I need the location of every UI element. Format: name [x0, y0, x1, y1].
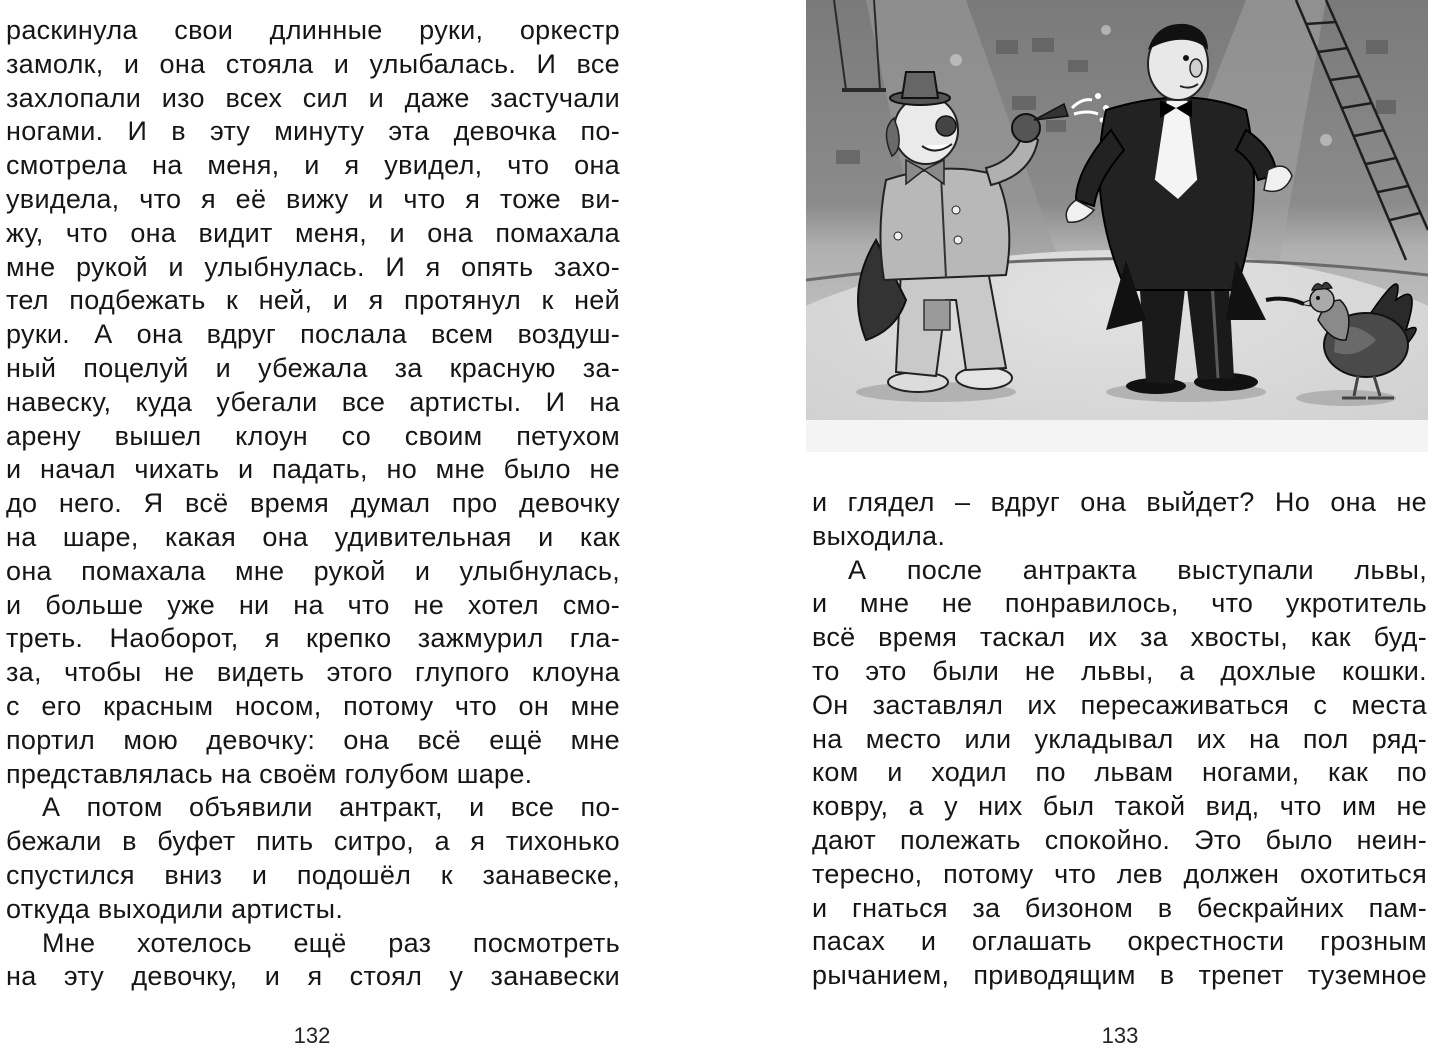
text-line: спустился вниз и подошёл к занавеске,	[6, 859, 620, 890]
left-page	[0, 0, 722, 1050]
text-line: дают полежать спокойно. Это было неин-	[812, 824, 1427, 855]
right-page-text	[812, 486, 1427, 993]
text-line: мне рукой и улыбнулась. И я опять захо-	[6, 251, 620, 282]
text-line: всё время таскал их за хвосты, как буд-	[812, 622, 1427, 653]
text-line: раскинула свои длинные руки, оркестр	[6, 15, 620, 45]
text-line: на место или укладывал их на пол ряд-	[812, 723, 1427, 754]
text-line: представлялась на своём голубом шаре.	[6, 758, 533, 789]
text-line: ногами. И в эту минуту эта девочка по-	[6, 116, 620, 147]
text-line: выходила.	[812, 520, 946, 551]
right-page	[722, 0, 1445, 1050]
text-line: руки. А она вдруг послала всем воздуш-	[6, 319, 620, 350]
text-line: за, чтобы не видеть этого глупого клоуна	[6, 657, 620, 688]
text-line: и больше уже ни на что не хотел смо-	[6, 589, 620, 620]
text-line: пасах и оглашать окрестности грозным	[812, 926, 1427, 957]
text-line: ный поцелуй и убежала за красную за-	[6, 352, 620, 383]
text-line: до него. Я всё время думал про девочку	[6, 488, 620, 519]
text-line: захлопали изо всех сил и даже застучали	[6, 82, 620, 113]
text-line: замолк, и она стояла и улыбалась. И все	[6, 48, 620, 79]
text-line: и мне не понравилось, что укротитель	[812, 588, 1427, 619]
text-line: навеску, куда убегали все артисты. И на	[6, 386, 620, 417]
text-line: арену вышел клоун со своим петухом	[6, 420, 620, 451]
text-line: и начал чихать и падать, но мне было не	[6, 454, 620, 485]
text-line: и гнаться за бизоном в бескрайних пам-	[812, 892, 1427, 923]
text-line: бежали в буфет пить ситро, а я тихонько	[6, 826, 620, 857]
text-line: рычанием, приводящим в трепет туземное	[812, 960, 1427, 991]
text-line: откуда выходили артисты.	[6, 893, 344, 924]
text-line: Мне хотелось ещё раз посмотреть	[42, 927, 620, 958]
page-number: 133	[1101, 1023, 1139, 1048]
text-line: ковру, а у них был такой вид, что им не	[812, 791, 1427, 822]
text-line: ком и ходил по львам ногами, как по	[812, 757, 1427, 788]
text-line: портил мою девочку: она всё ещё мне	[6, 724, 620, 755]
text-line: на шаре, какая она удивительная и как	[6, 521, 620, 552]
text-line: увидела, что я её вижу и что я тоже ви-	[6, 183, 620, 214]
text-line: треть. Наоборот, я крепко зажмурил гла-	[6, 623, 620, 654]
text-line: и глядел – вдруг она выйдет? Но она не	[812, 487, 1427, 517]
text-line: на эту девочку, и я стоял у занавески	[6, 961, 620, 992]
text-line: тересно, потому что лев должен охотиться	[812, 858, 1427, 889]
circus-illustration	[806, 0, 1428, 452]
text-line: тел подбежать к ней, и я протянул к ней	[6, 285, 620, 316]
text-line: А потом объявили антракт, и все по-	[42, 792, 620, 823]
left-page-text	[6, 14, 620, 994]
text-line: она помахала мне рукой и улыбнулась,	[6, 555, 620, 586]
page-number: 132	[293, 1023, 331, 1048]
text-line: то это были не львы, а дохлые кошки.	[812, 655, 1427, 686]
circus-clown-ringmaster-rooster-illustration	[806, 0, 1428, 452]
text-line: А после антракта выступали львы,	[848, 554, 1427, 585]
text-line: Он заставлял их пересаживаться с места	[812, 689, 1427, 720]
text-line: смотрела на меня, и я увидел, что она	[6, 150, 620, 181]
text-line: жу, что она видит меня, и она помахала	[6, 217, 620, 248]
text-line: с его красным носом, потому что он мне	[6, 690, 620, 721]
